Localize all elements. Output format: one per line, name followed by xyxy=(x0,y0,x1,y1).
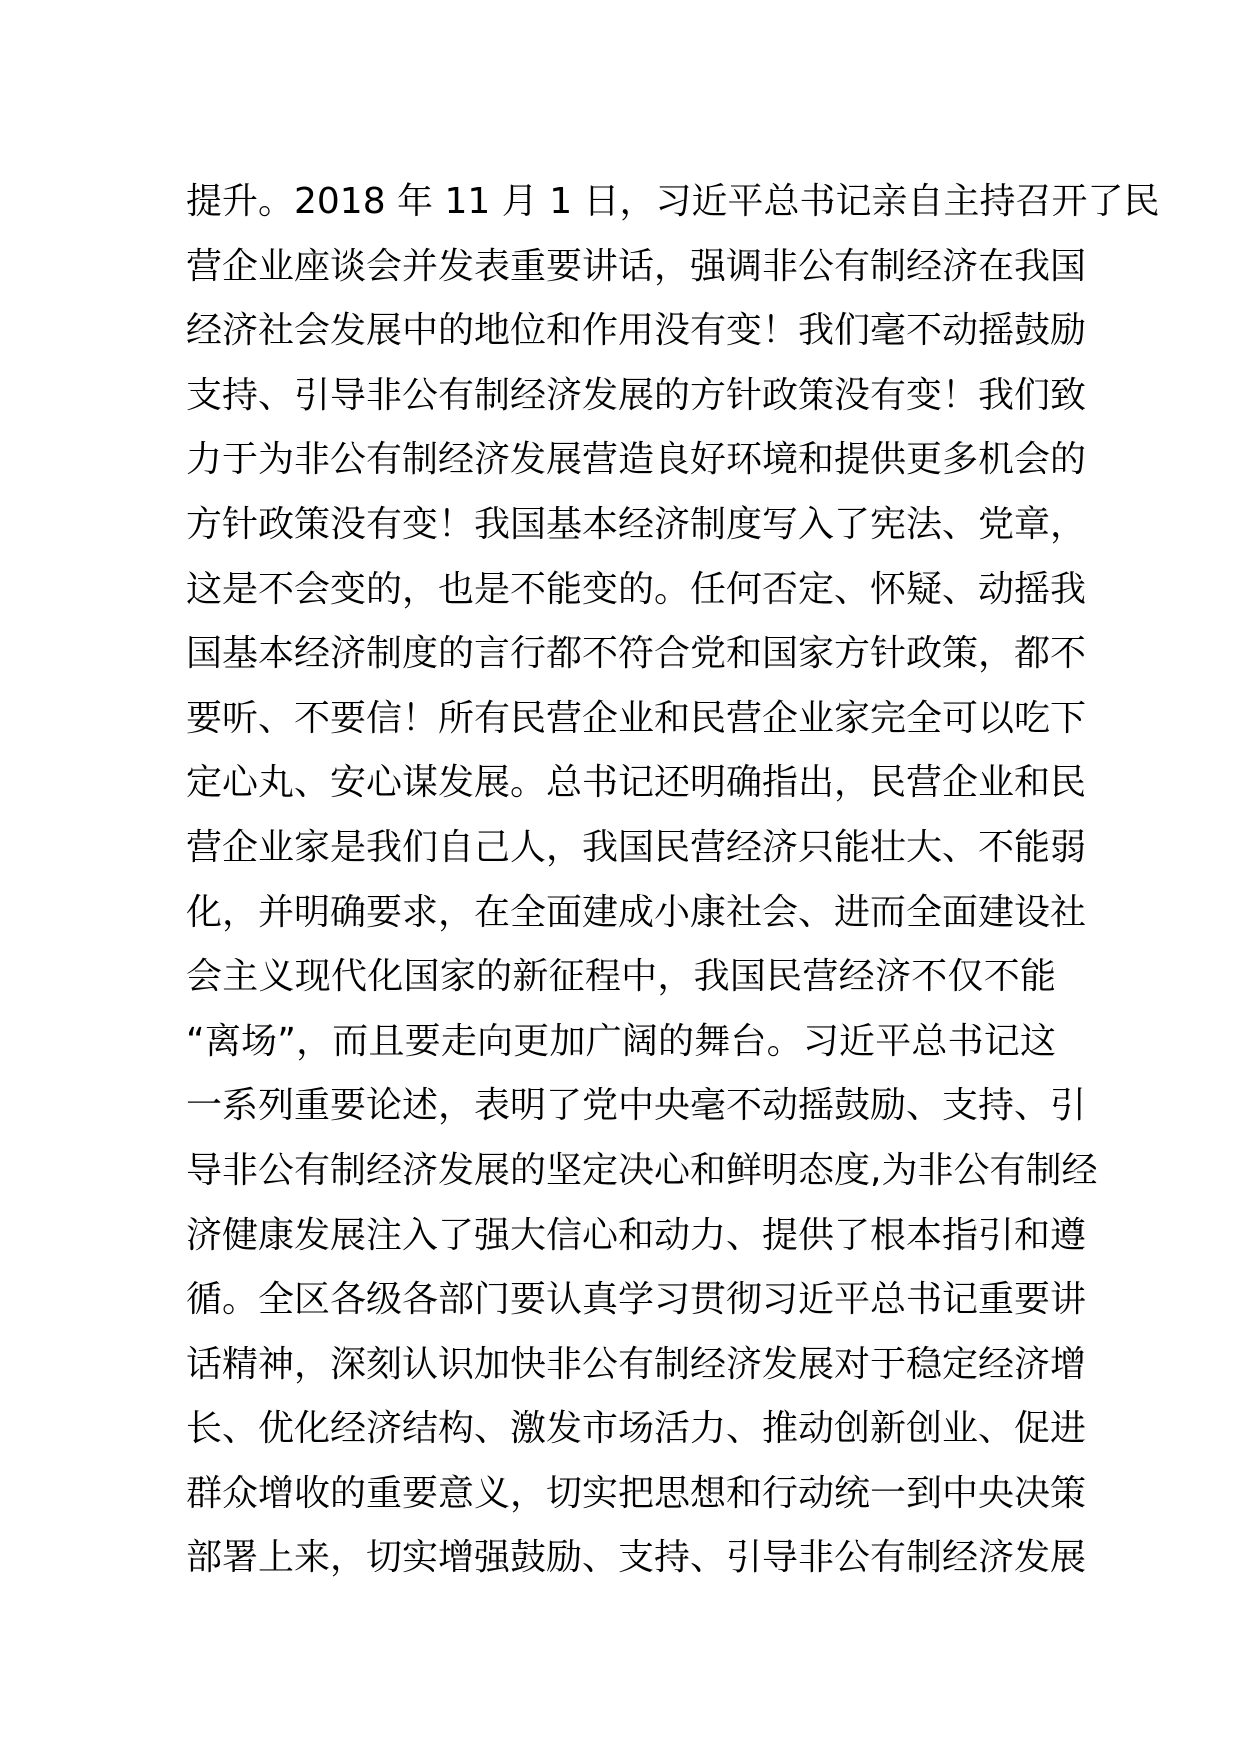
text-line-18: 循。全区各级各部门要认真学习贯彻习近平总书记重要讲 xyxy=(186,1279,1087,1321)
text-line-3: 经济社会发展中的地位和作用没有变！我们毫不动摇鼓励 xyxy=(186,310,1087,352)
text-line-22: 部署上来，切实增强鼓励、支持、引导非公有制经济发展 xyxy=(186,1537,1087,1579)
text-line-9: 要听、不要信！所有民营企业和民营企业家完全可以吃下 xyxy=(186,697,1087,739)
text-line-11: 营企业家是我们自己人，我国民营经济只能壮大、不能弱 xyxy=(186,826,1087,868)
text-line-7: 这是不会变的，也是不能变的。任何否定、怀疑、动摇我 xyxy=(186,568,1087,610)
text-line-10: 定心丸、安心谋发展。总书记还明确指出，民营企业和民 xyxy=(186,762,1087,804)
text-line-1: 提升。2018 年 11 月 1 日，习近平总书记亲自主持召开了民 xyxy=(186,181,1160,222)
text-line-20: 长、优化经济结构、激发市场活力、推动创新创业、促进 xyxy=(186,1408,1087,1450)
text-line-4: 支持、引导非公有制经济发展的方针政策没有变！我们致 xyxy=(186,374,1087,416)
text-line-19: 话精神，深刻认识加快非公有制经济发展对于稳定经济增 xyxy=(186,1343,1087,1385)
body-text xyxy=(186,170,1160,1591)
text-line-2: 营企业座谈会并发表重要讲话，强调非公有制经济在我国 xyxy=(186,245,1087,287)
text-line-6: 方针政策没有变！我国基本经济制度写入了宪法、党章， xyxy=(186,503,1087,545)
text-line-14: “离场”，而且要走向更加广阔的舞台。习近平总书记这 xyxy=(186,1020,1056,1062)
text-line-13: 会主义现代化国家的新征程中，我国民营经济不仅不能 xyxy=(186,956,1056,998)
text-line-5: 力于为非公有制经济发展营造良好环境和提供更多机会的 xyxy=(186,439,1087,481)
text-line-15: 一系列重要论述，表明了党中央毫不动摇鼓励、支持、引 xyxy=(186,1085,1087,1127)
text-line-16: 导非公有制经济发展的坚定决心和鲜明态度,为非公有制经 xyxy=(186,1149,1098,1191)
text-line-12: 化，并明确要求，在全面建成小康社会、进而全面建设社 xyxy=(186,891,1087,933)
text-line-8: 国基本经济制度的言行都不符合党和国家方针政策，都不 xyxy=(186,633,1087,675)
text-line-21: 群众增收的重要意义，切实把思想和行动统一到中央决策 xyxy=(186,1472,1087,1514)
text-line-17: 济健康发展注入了强大信心和动力、提供了根本指引和遵 xyxy=(186,1214,1087,1256)
